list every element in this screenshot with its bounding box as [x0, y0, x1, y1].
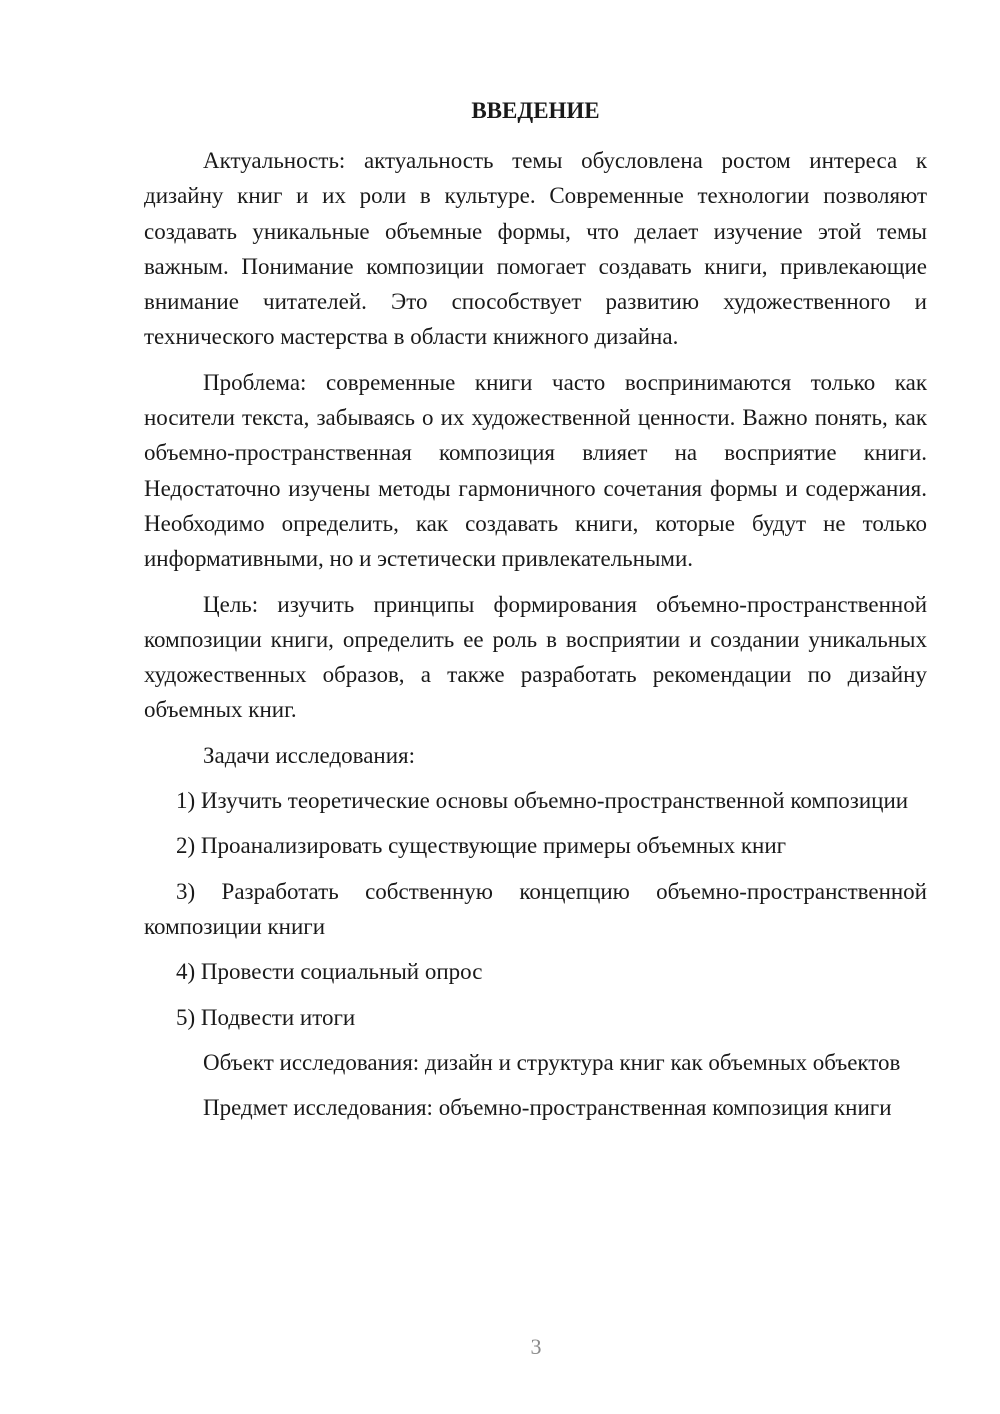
task-item-1: 1) Изучить теоретические основы объемно-пространственной композиции [176, 788, 909, 814]
task-item-2: 2) Проанализировать существующие примеры объемных книг [176, 833, 787, 859]
paragraph-subject: Предмет исследования: объемно-пространственная композиция книги [203, 1095, 892, 1121]
task-item-3: 3) Разработать собственную концепцию объемно-пространственной композиции книги [144, 878, 927, 939]
task-item-4: 4) Провести социальный опрос [176, 959, 483, 985]
paragraph-object: Объект исследования: дизайн и структура книг как объемных объектов [203, 1049, 901, 1075]
tasks-heading: Задачи исследования: [203, 742, 416, 768]
paragraph-problem: Проблема: современные книги часто воспринимаются только как носители текста, забываясь о их художественной ценности. Важно понять, как объемно-пространственная композиция влияет на восприятие книги. Недостаточно изучены методы гармоничного сочетания формы и содержания. Необходимо определить, как создавать книги, которые будут не только информативными, но и эстетически привлекательными. [144, 369, 927, 572]
page-title: ВВЕДЕНИЕ [471, 98, 600, 123]
paragraph-relevance: Актуальность: актуальность темы обусловлена ростом интереса к дизайну книг и их роли в культуре. Современные технологии позволяют создавать уникальные объемные формы, что делает изучение этой темы важным. Понимание композиции помогает создавать книги, привлекающие внимание читателей. Это способствует развитию художественного и технического мастерства в области книжного дизайна. [144, 148, 927, 350]
paragraph-goal: Цель: изучить принципы формирования объемно-пространственной композиции книги, определить ее роль в восприятии и создании уникальных художественных образов, а также разработать рекомендации по дизайну объемных книг. [144, 591, 927, 723]
document-body [144, 143, 927, 1135]
task-item-5: 5) Подвести итоги [176, 1004, 356, 1030]
page-number: 3 [530, 1334, 542, 1359]
